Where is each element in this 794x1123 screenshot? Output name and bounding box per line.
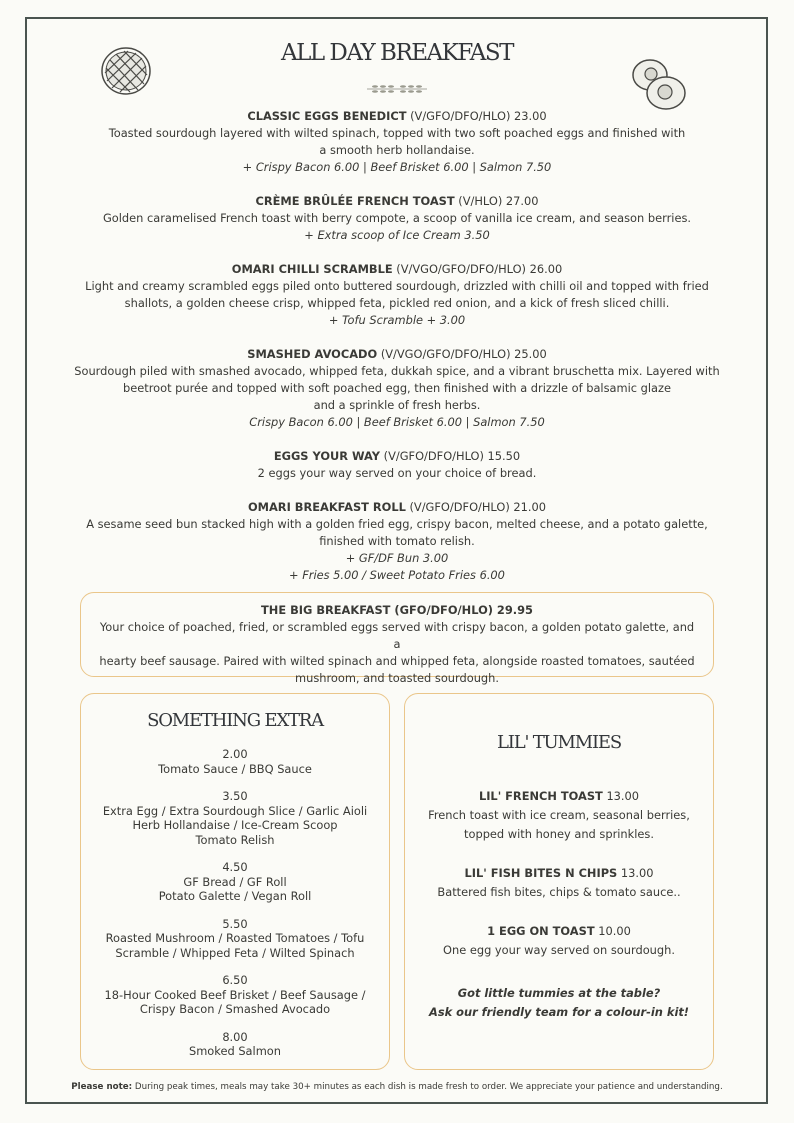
menu-item-tags-price: (V/VGO/GFO/DFO/HLO) 26.00	[396, 262, 563, 276]
menu-item-tags-price: (V/GFO/DFO/HLO) 21.00	[409, 500, 547, 514]
kit-line: Ask our friendly team for a colour-in kit!	[429, 1005, 689, 1019]
extra-price: 8.00	[222, 1029, 248, 1044]
lil-item-heading	[405, 864, 713, 883]
menu-item	[60, 448, 734, 482]
note-text: During peak times, meals may take 30+ minutes as each dish is made fresh to order. We appreciate your patience and understanding.	[134, 1082, 723, 1092]
laurel-divider-icon	[365, 83, 429, 95]
menu-item-name: OMARI BREAKFAST ROLL	[247, 500, 406, 514]
extra-price-group	[81, 747, 389, 776]
extra-item-line: Roasted Mushroom / Roasted Tomatoes / Tofu	[105, 931, 365, 945]
lil-item-price: 13.00	[606, 789, 640, 803]
menu-item-desc-line: a smooth herb hollandaise.	[319, 143, 475, 157]
menu-item-desc-line: Golden caramelised French toast with berry compote, a scoop of vanilla ice cream, and season berries.	[102, 211, 692, 225]
extra-price-group	[81, 973, 389, 1017]
lil-item-desc-line: French toast with ice cream, seasonal berries,	[428, 808, 690, 822]
extra-price-group	[81, 789, 389, 847]
lil-item-name: 1 EGG ON TOAST	[487, 924, 595, 938]
menu-item-option: + Fries 5.00 / Sweet Potato Fries 6.00	[289, 568, 505, 582]
something-extra-box	[80, 693, 390, 1070]
menu-item-tags-price: (V/VGO/GFO/DFO/HLO) 25.00	[380, 347, 547, 361]
extra-price-group	[81, 860, 389, 904]
menu-item-tags-price: (V/GFO/DFO/HLO) 15.50	[383, 449, 521, 463]
extra-item-line: Crispy Bacon / Smashed Avocado	[139, 1002, 331, 1016]
extra-item-line: Tomato Sauce / BBQ Sauce	[158, 761, 312, 776]
lil-tummies-box	[404, 693, 714, 1070]
kit-line: Got little tummies at the table?	[457, 986, 661, 1000]
extra-item-line: Scramble / Whipped Feta / Wilted Spinach	[115, 945, 355, 960]
footer-note	[0, 1082, 794, 1092]
menu-item-heading	[60, 448, 734, 465]
colour-in-kit-note	[405, 984, 713, 1022]
menu-item-desc-line: Toasted sourdough layered with wilted spinach, topped with two soft poached eggs and finished with	[108, 126, 686, 140]
menu-item-desc-line: A sesame seed bun stacked high with a golden fried egg, crispy bacon, melted cheese, and a potato galette,	[86, 517, 708, 531]
big-breakfast-desc-line: mushroom, and toasted sourdough.	[295, 671, 499, 685]
extra-price: 2.00	[222, 747, 248, 761]
extra-item-line: GF Bread / GF Roll	[183, 874, 287, 889]
menu-item-desc-line: Sourdough piled with smashed avocado, whipped feta, dukkah spice, and a vibrant bruschetta mix. Layered with	[74, 364, 720, 378]
menu-item-option: + GF/DF Bun 3.00	[345, 551, 449, 565]
extra-price: 3.50	[222, 789, 248, 803]
menu-item-heading	[60, 193, 734, 210]
lil-item-price: 10.00	[598, 924, 631, 938]
menu-item-heading	[60, 261, 734, 278]
big-breakfast-desc-line: hearty beef sausage. Paired with wilted spinach and whipped feta, alongside roasted tomatoes, sautéed	[99, 654, 695, 668]
something-extra-title: SOMETHING EXTRA	[147, 710, 323, 731]
menu-item-option: + Tofu Scramble + 3.00	[328, 313, 466, 327]
lil-item-desc-line: Battered fish bites, chips & tomato sauce..	[437, 885, 681, 899]
menu-item-name: EGGS YOUR WAY	[273, 449, 381, 463]
lil-item-price: 13.00	[620, 866, 654, 880]
menu-item-desc-line: 2 eggs your way served on your choice of bread.	[257, 466, 537, 480]
menu-item	[60, 108, 734, 176]
menu-item-desc-line: and a sprinkle of fresh herbs.	[313, 398, 481, 412]
big-breakfast-desc-line: Your choice of poached, fried, or scrambled eggs served with crispy bacon, a golden potato galette, and a	[99, 620, 695, 651]
menu-item-tags-price: (V/GFO/DFO/HLO) 23.00	[410, 109, 547, 123]
menu-item-desc-line: Light and creamy scrambled eggs piled onto buttered sourdough, drizzled with chilli oil and topped with fried	[85, 279, 709, 293]
menu-item	[60, 261, 734, 329]
lil-item	[405, 787, 713, 844]
menu-item-tags-price: (V/HLO) 27.00	[458, 194, 539, 208]
lil-item	[405, 922, 713, 960]
extra-item-line: Herb Hollandaise / Ice-Cream Scoop	[132, 818, 338, 832]
waffle-icon	[100, 46, 152, 96]
note-label: Please note:	[71, 1082, 133, 1092]
menu-item	[60, 499, 734, 584]
extra-price: 6.50	[222, 973, 248, 987]
page-title: ALL DAY BREAKFAST	[280, 40, 514, 66]
menu-items	[60, 108, 734, 601]
extra-item-line: 18-Hour Cooked Beef Brisket / Beef Sausage /	[104, 987, 366, 1002]
menu-item-option: + Extra scoop of Ice Cream 3.50	[304, 228, 490, 242]
menu-item-heading	[60, 108, 734, 125]
menu-item-desc-line: finished with tomato relish.	[319, 534, 475, 548]
menu-item	[60, 193, 734, 244]
menu-item-option: Crispy Bacon 6.00 | Beef Brisket 6.00 | Salmon 7.50	[249, 415, 545, 429]
menu-item-name: CLASSIC EGGS BENEDICT	[247, 109, 407, 123]
menu-item-option: + Crispy Bacon 6.00 | Beef Brisket 6.00 | Salmon 7.50	[242, 160, 552, 174]
big-breakfast-box	[80, 592, 714, 685]
lil-item-desc-line: One egg your way served on sourdough.	[443, 943, 675, 957]
menu-item-desc-line: beetroot purée and topped with soft poached egg, then finished with a drizzle of balsamic glaze	[122, 381, 672, 395]
lil-items	[405, 787, 713, 960]
extra-item-line: Tomato Relish	[195, 832, 275, 847]
lil-item-heading	[405, 787, 713, 806]
lil-item-name: LIL' FISH BITES N CHIPS	[464, 866, 618, 880]
extra-groups	[81, 747, 389, 1059]
extra-item-line: Extra Egg / Extra Sourdough Slice / Garlic Aioli	[102, 803, 368, 818]
extra-price-group	[81, 917, 389, 961]
lil-item-name: LIL' FRENCH TOAST	[478, 789, 603, 803]
eggs-icon	[630, 57, 688, 111]
menu-item	[60, 346, 734, 431]
extra-price: 4.50	[222, 860, 248, 874]
lil-item-desc-line: topped with honey and sprinkles.	[464, 827, 654, 841]
lil-item-heading	[405, 922, 713, 941]
menu-item-name: CRÈME BRÛLÉE FRENCH TOAST	[255, 194, 455, 208]
menu-item-desc-line: shallots, a golden cheese crisp, whipped feta, pickled red onion, and a kick of fresh sliced chilli.	[124, 296, 670, 310]
menu-item-name: SMASHED AVOCADO	[247, 347, 378, 361]
lil-tummies-title: LIL' TUMMIES	[497, 732, 621, 753]
menu-item-heading	[60, 499, 734, 516]
extra-price-group	[81, 1030, 389, 1059]
menu-item-name: OMARI CHILLI SCRAMBLE	[231, 262, 393, 276]
lil-item	[405, 864, 713, 902]
big-breakfast-name: THE BIG BREAKFAST (GFO/DFO/HLO) 29.95	[261, 603, 533, 617]
extra-price: 5.50	[222, 916, 248, 931]
extra-item-line: Smoked Salmon	[188, 1044, 281, 1058]
extra-item-line: Potato Galette / Vegan Roll	[158, 889, 312, 903]
menu-item-heading	[60, 346, 734, 363]
